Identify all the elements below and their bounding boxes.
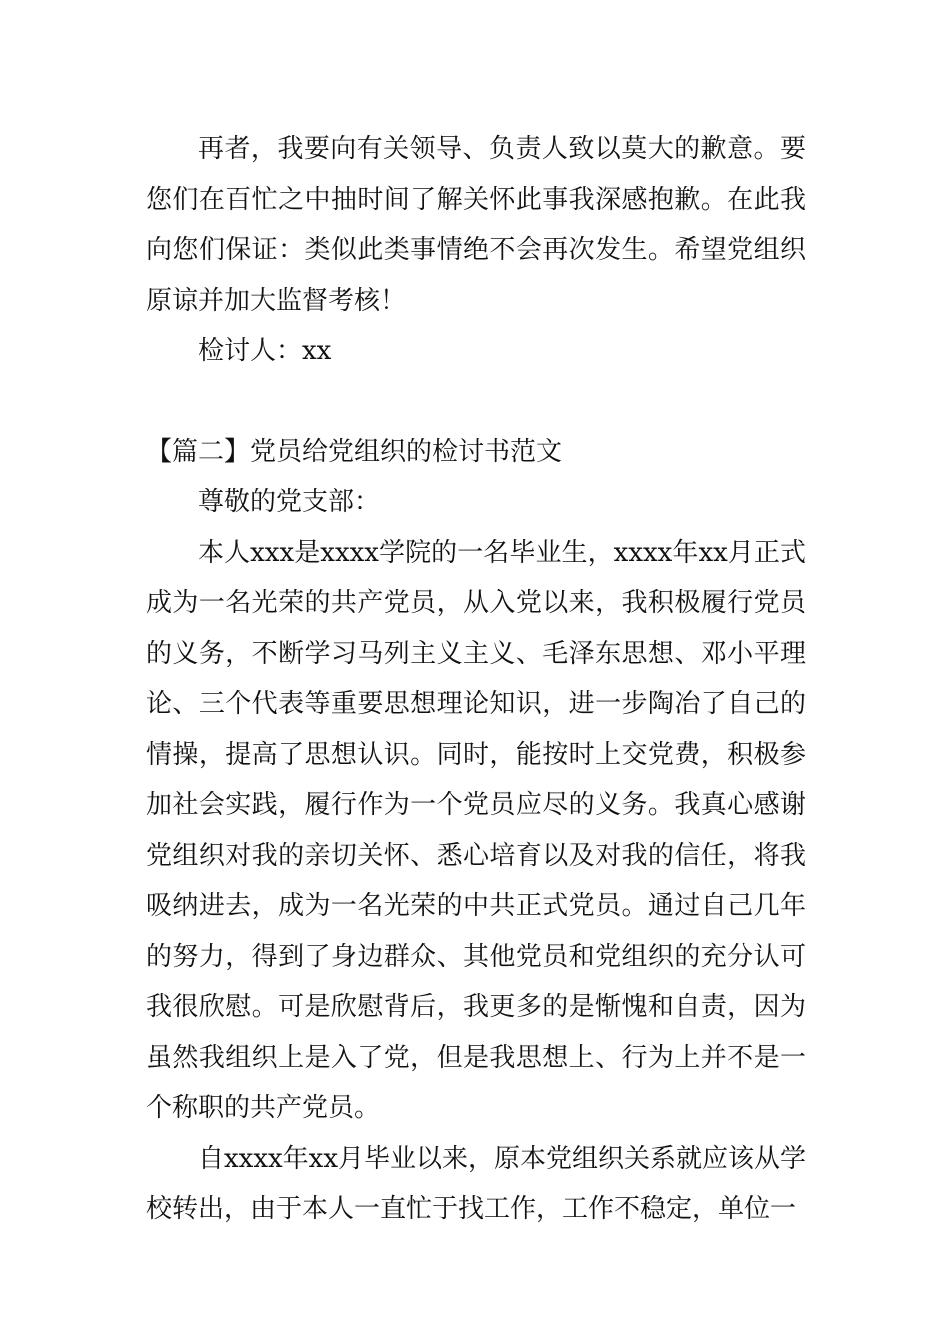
paragraph-introduction: 本人xxx是xxxx学院的一名毕业生，xxxx年xx月正式成为一名光荣的共产党员，从入党以来，我积极履行党员的义务，不断学习马列主义主义、毛泽东思想、邓小平理论、三个代表等重要思想理论知识，进一步陶冶了自己的情操，提高了思想认识。同时，能按时上交党费，积极参加社会实践，履行作为一个党员应尽的义务。我真心感谢党组织对我的亲切关怀、悉心培育以及对我的信任，将我吸纳进去，成为一名光荣的中共正式党员。通过自己几年的努力，得到了身边群众、其他党员和党组织的充分认可我很欣慰。可是欣慰背后，我更多的是惭愧和自责，因为虽然我组织上是入了党，但是我思想上、行为上并不是一个称职的共产党员。 <box>146 537 806 1123</box>
salutation: 尊敬的党支部： <box>198 487 381 517</box>
paragraph-graduation: 自xxxx年xx月毕业以来，原本党组织关系就应该从学校转出，由于本人一直忙于找工作，工作不稳定，单位一 <box>146 1143 806 1224</box>
section-heading: 【篇二】党员给党组织的检讨书范文 <box>146 436 563 467</box>
signature-line: 检讨人：xx <box>198 336 332 366</box>
paragraph-apology: 再者，我要向有关领导、负责人致以莫大的歉意。要您们在百忙之中抽时间了解关怀此事我深感抱歉。在此我向您们保证：类似此类事情绝不会再次发生。希望党组织原谅并加大监督考核！ <box>146 134 806 316</box>
document-page <box>146 124 806 1235</box>
section-gap <box>146 377 806 427</box>
